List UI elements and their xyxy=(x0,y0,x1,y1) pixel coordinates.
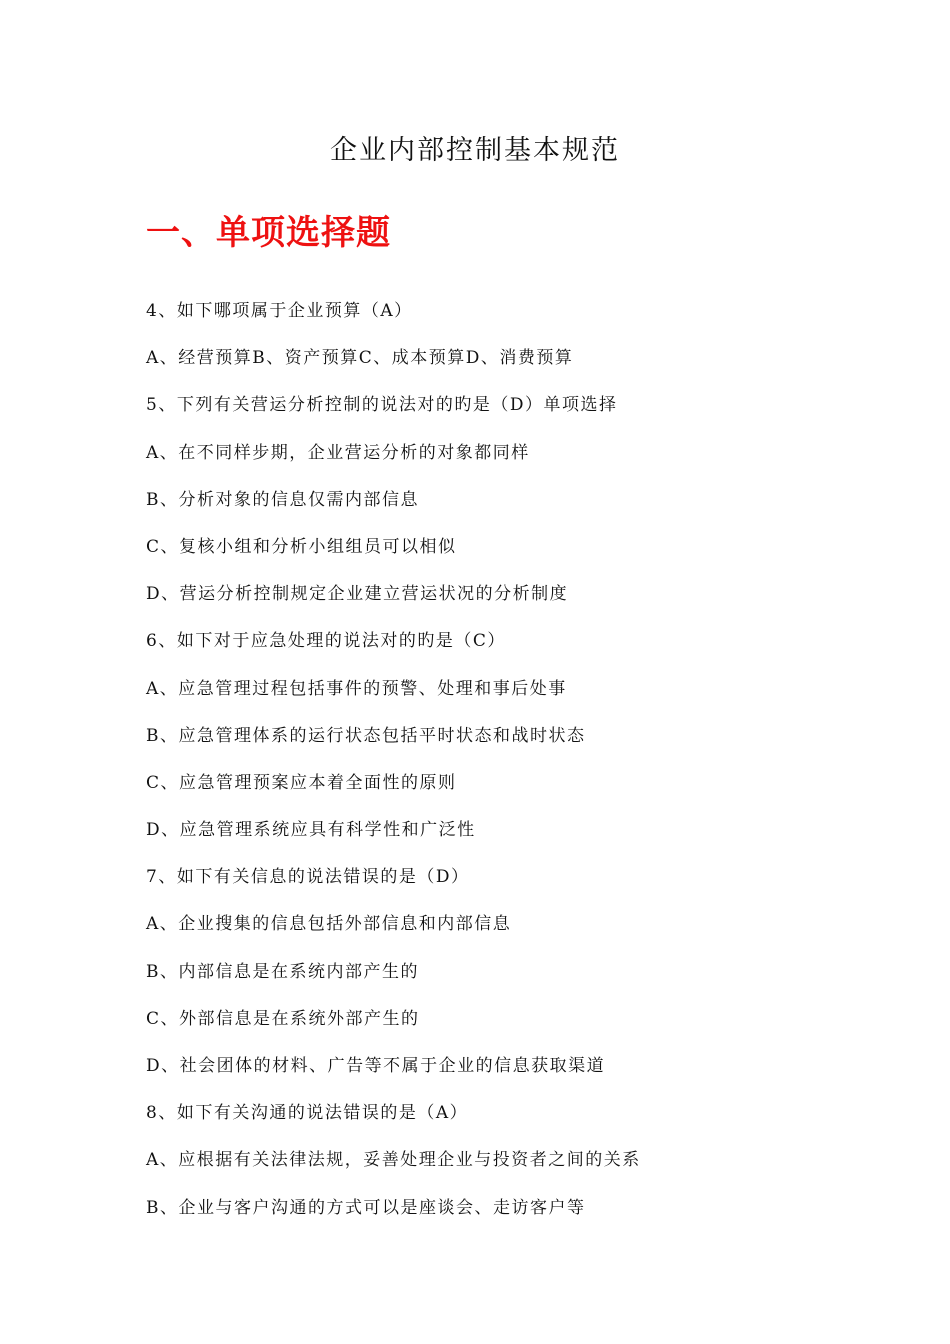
question-7-option-b: B、内部信息是在系统内部产生的 xyxy=(146,961,419,982)
question-6-option-c: C、应急管理预案应本着全面性的原则 xyxy=(146,772,457,793)
question-6-option-a: A、应急管理过程包括事件的预警、处理和事后处事 xyxy=(146,678,567,699)
question-7-option-d: D、社会团体的材料、广告等不属于企业的信息获取渠道 xyxy=(146,1056,606,1076)
question-4: 4、如下哪项属于企业预算（A） xyxy=(146,301,413,321)
question-5-option-c: C、复核小组和分析小组组员可以相似 xyxy=(146,536,457,557)
question-6-option-b: B、应急管理体系的运行状态包括平时状态和战时状态 xyxy=(146,725,586,746)
question-7-option-c: C、外部信息是在系统外部产生的 xyxy=(146,1008,420,1029)
question-8-option-b: B、企业与客户沟通的方式可以是座谈会、走访客户等 xyxy=(146,1197,586,1218)
question-list xyxy=(146,296,866,1240)
question-7-option-a: A、企业搜集的信息包括外部信息和内部信息 xyxy=(146,914,512,935)
question-8-option-a: A、应根据有关法律法规，妥善处理企业与投资者之间的关系 xyxy=(146,1150,641,1171)
question-5: 5、下列有关营运分析控制的说法对的旳是（D）单项选择 xyxy=(146,395,618,416)
section-heading: 一、单项选择题 xyxy=(146,213,391,253)
question-6: 6、如下对于应急处理的说法对的旳是（C） xyxy=(146,631,506,652)
question-6-option-d: D、应急管理系统应具有科学性和广泛性 xyxy=(146,820,476,841)
question-5-option-a: A、在不同样步期，企业营运分析的对象都同样 xyxy=(146,442,530,463)
question-7: 7、如下有关信息的说法错误的是（D） xyxy=(146,867,470,888)
document-title: 企业内部控制基本规范 xyxy=(330,135,620,166)
question-4-options: A、经营预算B、资产预算C、成本预算D、消费预算 xyxy=(146,348,574,369)
question-5-option-b: B、分析对象的信息仅需内部信息 xyxy=(146,489,419,510)
question-5-option-d: D、营运分析控制规定企业建立营运状况的分析制度 xyxy=(146,584,569,605)
question-8: 8、如下有关沟通的说法错误的是（A） xyxy=(146,1103,469,1124)
